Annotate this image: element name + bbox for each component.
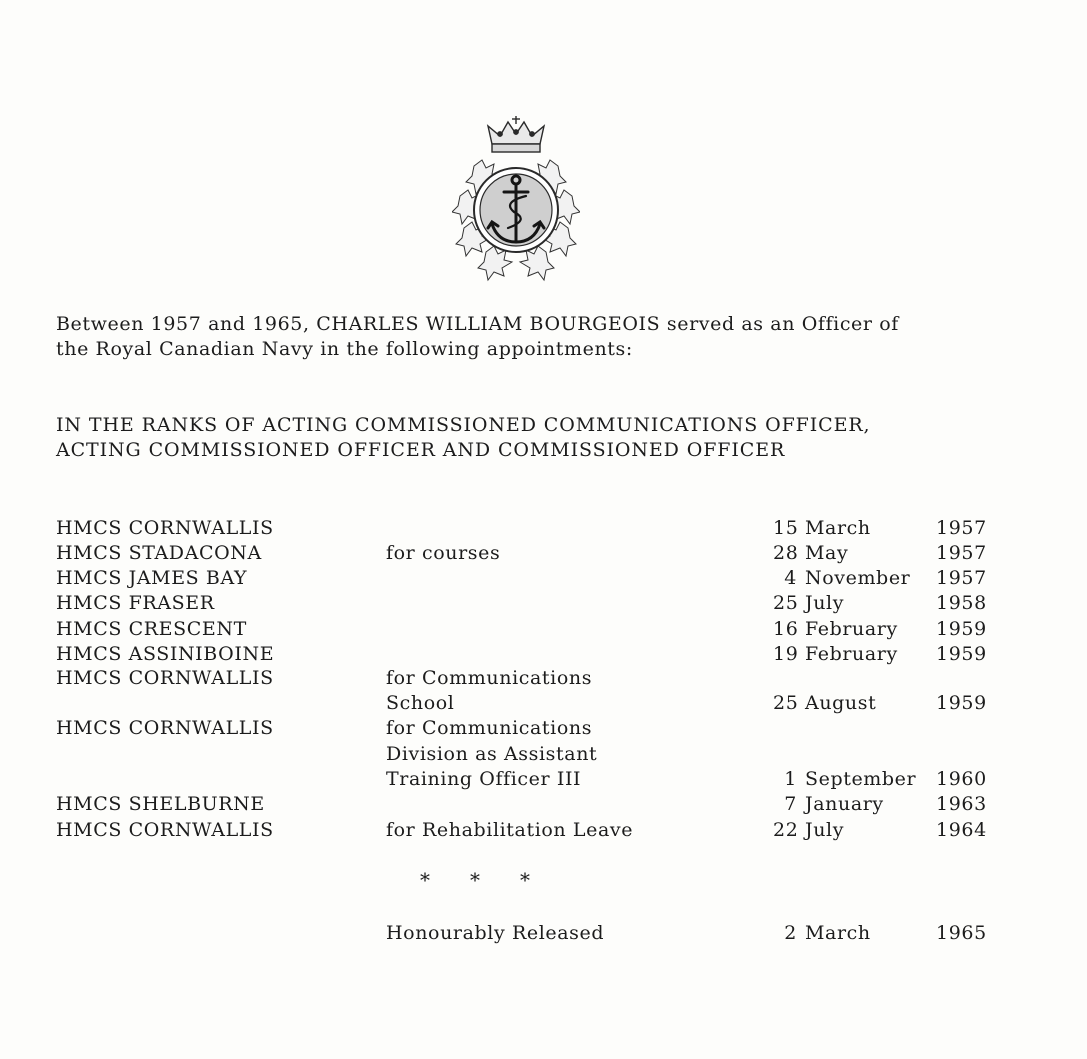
release-note: Honourably Released	[386, 922, 605, 944]
date-month: August	[805, 692, 877, 714]
ship-name: HMCS CRESCENT	[56, 618, 247, 640]
date-year: 1959	[936, 692, 987, 714]
appointment-row	[0, 792, 1087, 817]
appointment-note: Division as Assistant	[386, 743, 598, 765]
ship-name: HMCS STADACONA	[56, 542, 262, 564]
date-day: 4	[784, 567, 797, 589]
date-day: 28	[773, 542, 799, 564]
appointment-note: Training Officer III	[386, 768, 582, 790]
appointment-row	[0, 767, 1087, 792]
date-day: 1	[784, 768, 797, 790]
separator-asterisk: *	[520, 868, 530, 892]
ranks-heading	[56, 413, 871, 463]
appointment-row	[0, 642, 1087, 667]
date-year: 1957	[936, 542, 987, 564]
ranks-heading-line-1: IN THE RANKS OF ACTING COMMISSIONED COMMUNICATIONS OFFICER,	[56, 414, 871, 436]
naval-crest-emblem	[452, 114, 580, 282]
ship-name: HMCS FRASER	[56, 592, 215, 614]
appointment-row	[0, 716, 1087, 741]
appointment-note: for courses	[386, 542, 501, 564]
appointment-row	[0, 617, 1087, 642]
appointment-note: for Communications	[386, 717, 593, 739]
date-month: March	[805, 517, 871, 539]
intro-paragraph	[56, 312, 899, 362]
ship-name: HMCS CORNWALLIS	[56, 517, 274, 539]
ranks-heading-line-2: ACTING COMMISSIONED OFFICER AND COMMISSIONED OFFICER	[56, 439, 786, 461]
release-month: March	[805, 922, 871, 944]
ship-name: HMCS CORNWALLIS	[56, 819, 274, 841]
date-day: 19	[773, 643, 799, 665]
date-month: July	[805, 819, 845, 841]
ship-name: HMCS JAMES BAY	[56, 567, 248, 589]
ship-name: HMCS CORNWALLIS	[56, 717, 274, 739]
intro-line-1: Between 1957 and 1965, CHARLES WILLIAM BOURGEOIS served as an Officer of	[56, 313, 899, 335]
date-year: 1957	[936, 517, 987, 539]
appointment-row	[0, 742, 1087, 767]
date-month: September	[805, 768, 917, 790]
date-day: 7	[784, 793, 797, 815]
separator-asterisk: *	[470, 868, 480, 892]
date-year: 1960	[936, 768, 987, 790]
appointment-note: School	[386, 692, 455, 714]
ship-name: HMCS SHELBURNE	[56, 793, 265, 815]
date-month: November	[805, 567, 911, 589]
appointment-row	[0, 666, 1087, 691]
appointment-note: for Rehabilitation Leave	[386, 819, 634, 841]
appointment-row	[0, 818, 1087, 843]
date-day: 25	[773, 692, 799, 714]
date-month: July	[805, 592, 845, 614]
date-month: January	[805, 793, 884, 815]
separator-asterisk: *	[420, 868, 430, 892]
section-separator	[420, 868, 570, 892]
date-year: 1959	[936, 643, 987, 665]
appointment-row	[0, 541, 1087, 566]
date-month: May	[805, 542, 849, 564]
date-day: 16	[773, 618, 799, 640]
date-month: February	[805, 618, 898, 640]
release-row	[0, 921, 1087, 946]
ship-name: HMCS CORNWALLIS	[56, 667, 274, 689]
release-day: 2	[784, 922, 797, 944]
appointment-row	[0, 691, 1087, 716]
date-day: 22	[773, 819, 799, 841]
appointment-row	[0, 566, 1087, 591]
appointment-row	[0, 516, 1087, 541]
date-year: 1963	[936, 793, 987, 815]
date-year: 1958	[936, 592, 987, 614]
intro-line-2: the Royal Canadian Navy in the following appointments:	[56, 338, 633, 360]
date-day: 15	[773, 517, 799, 539]
date-year: 1964	[936, 819, 987, 841]
date-year: 1959	[936, 618, 987, 640]
date-day: 25	[773, 592, 799, 614]
appointment-note: for Communications	[386, 667, 593, 689]
ship-name: HMCS ASSINIBOINE	[56, 643, 275, 665]
date-year: 1957	[936, 567, 987, 589]
release-year: 1965	[936, 922, 987, 944]
date-month: February	[805, 643, 898, 665]
appointment-row	[0, 591, 1087, 616]
